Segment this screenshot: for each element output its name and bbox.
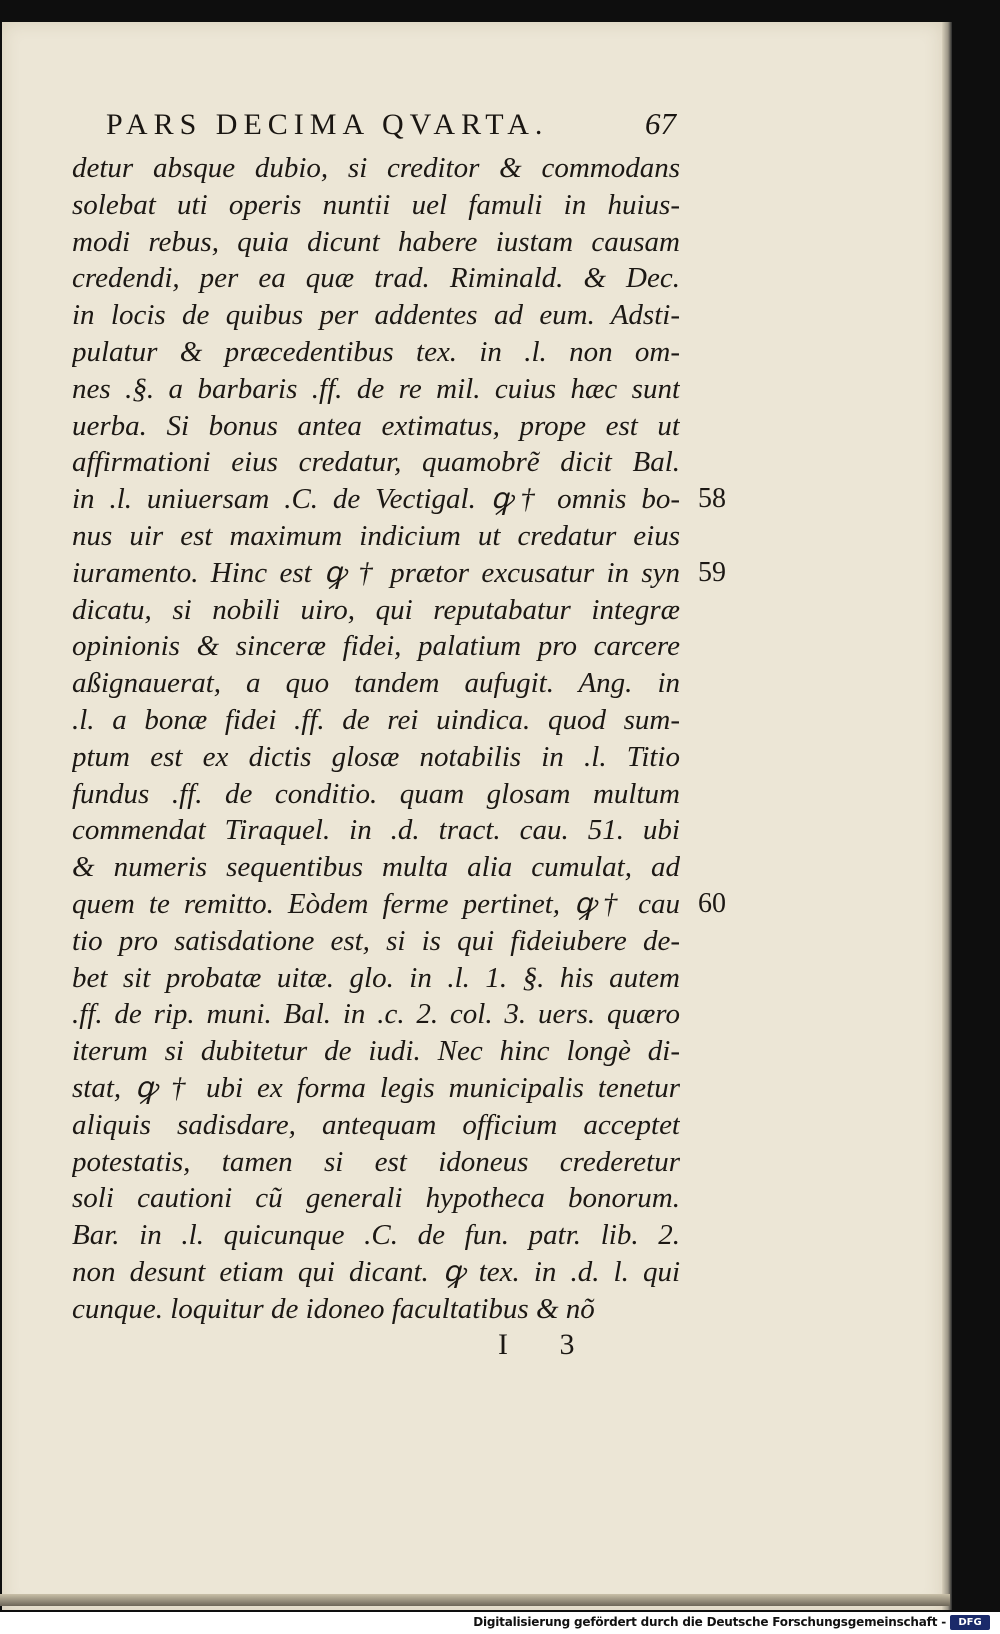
text-line: fundus .ff. de conditio. quam glosam multum <box>72 777 680 810</box>
text-line: modi rebus, quia dicunt habere iustam causam <box>72 225 680 258</box>
text-line: nus uir est maximum indicium ut credatur eius <box>72 519 680 552</box>
page-bottom-edge <box>0 1594 950 1606</box>
funding-credit: Digitalisierung gefördert durch die Deutsche Forschungsgemeinschaft - <box>473 1615 946 1629</box>
text-line: tio pro satisdatione est, si is qui fideiubere de- <box>72 924 680 957</box>
text-line: bet sit probatæ uitæ. glo. in .l. 1. §. his autem <box>72 961 680 994</box>
dfg-logo: DFG <box>950 1615 990 1630</box>
text-line: cunque. loquitur de idoneo facultatibus & nõ <box>72 1292 595 1325</box>
text-line: opinionis & sinceræ fidei, palatium pro carcere <box>72 630 680 663</box>
text-line: credendi, per ea quæ trad. Riminald. & Dec. <box>72 262 680 295</box>
text-line: in locis de quibus per addentes ad eum. Adsti- <box>72 299 680 332</box>
text-line: nes .§. a barbaris .ff. de re mil. cuius hæc sunt <box>72 372 680 405</box>
text-line: affirmationi eius credatur, quamobrẽ dicit Bal. <box>72 446 680 479</box>
text-line: solebat uti operis nuntii uel famuli in huius- <box>72 188 680 221</box>
margin-note-number: 60 <box>698 888 726 919</box>
footer-bar <box>0 1612 1000 1634</box>
text-line: potestatis, tamen si est idoneus crederetur <box>72 1145 680 1178</box>
body-text <box>72 150 680 1328</box>
text-line: Bar. in .l. quicunque .C. de fun. patr. lib. 2. <box>72 1219 680 1252</box>
text-line: iterum si dubitetur de iudi. Nec hinc longè di- <box>72 1035 680 1068</box>
margin-note-number: 59 <box>698 556 726 588</box>
text-line: .ff. de rip. muni. Bal. in .c. 2. col. 3. uers. quæro <box>72 998 680 1031</box>
text-line: soli cautioni cũ generali hypotheca bonorum. <box>72 1182 680 1215</box>
text-line: aßignauerat, a quo tandem aufugit. Ang. in <box>72 667 680 700</box>
page-number: 67 <box>645 106 676 141</box>
text-line: stat, ꝙ † ubi ex forma legis municipalis tenetur <box>72 1071 680 1104</box>
text-line: uerba. Si bonus antea extimatus, prope est ut <box>72 409 680 442</box>
text-line: & numeris sequentibus multa alia cumulat, ad <box>72 851 680 884</box>
text-line: iuramento. Hinc est ꝙ † prætor excusatur in syn <box>72 556 680 589</box>
signature-mark: I 3 <box>498 1328 597 1361</box>
text-line: aliquis sadisdare, antequam officium acceptet <box>72 1108 680 1141</box>
running-header <box>106 104 676 148</box>
text-line: ptum est ex dictis glosæ notabilis in .l. Titio <box>72 740 680 773</box>
text-line: non desunt etiam qui dicant. ꝙ tex. in .d. l. qui <box>72 1255 680 1288</box>
text-line: in .l. uniuersam .C. de Vectigal. ꝙ† omnis bo- <box>72 483 680 516</box>
text-line: .l. a bonæ fidei .ff. de rei uindica. quod sum- <box>72 703 680 736</box>
text-line: pulatur & præcedentibus tex. in .l. non om- <box>72 335 680 368</box>
page-edge <box>942 22 952 1610</box>
text-line: dicatu, si nobili uiro, qui reputabatur integræ <box>72 593 680 626</box>
text-line: quem te remitto. Eòdem ferme pertinet, ꝙ† cau <box>72 887 680 920</box>
text-line: detur absque dubio, si creditor & commodans <box>72 152 680 184</box>
text-line: commendat Tiraquel. in .d. tract. cau. 51. ubi <box>72 814 680 847</box>
margin-note-number: 58 <box>698 483 726 515</box>
running-title: PARS DECIMA QVARTA. <box>106 108 549 141</box>
